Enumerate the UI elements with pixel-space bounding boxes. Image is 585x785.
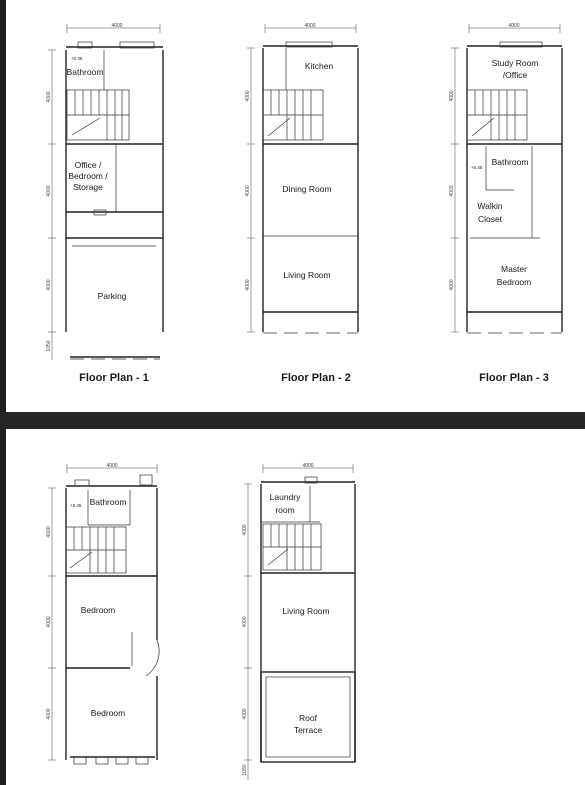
- svg-text:4000: 4000: [242, 524, 248, 536]
- room-label-bathroom: Bathroom: [89, 497, 127, 507]
- page-divider-band: [0, 412, 585, 429]
- svg-text:+0.35: +0.35: [71, 56, 83, 61]
- room-label-bedroom: Bedroom: [496, 277, 532, 287]
- svg-text:4000: 4000: [46, 91, 52, 103]
- svg-text:4000: 4000: [449, 185, 455, 197]
- room-label-study-room: Study Room: [491, 58, 539, 68]
- svg-text:4000: 4000: [46, 279, 52, 291]
- room-label-closet: Closet: [477, 214, 503, 224]
- left-edge-band: [0, 0, 6, 412]
- caption-floor-plan-3: Floor Plan - 3: [479, 372, 549, 384]
- svg-text:4000: 4000: [46, 185, 52, 197]
- caption-floor-plan-1: Floor Plan - 1: [79, 372, 149, 384]
- svg-text:4000: 4000: [242, 616, 248, 628]
- room-label-bedroom-lower: Bedroom: [90, 708, 126, 718]
- svg-text:4000: 4000: [508, 23, 520, 29]
- svg-text:4000: 4000: [106, 463, 118, 469]
- svg-text:+6.45: +6.45: [471, 165, 483, 170]
- caption-floor-plan-2: Floor Plan - 2: [281, 372, 351, 384]
- room-label-bathroom: Bathroom: [66, 67, 104, 77]
- svg-text:4000: 4000: [242, 708, 248, 720]
- room-label-dining-room: Dining Room: [282, 184, 332, 194]
- left-edge-band-lower: [0, 429, 6, 785]
- svg-text:1050: 1050: [46, 340, 52, 352]
- room-label-living-room: Living Room: [283, 270, 331, 280]
- svg-text:4000: 4000: [449, 90, 455, 102]
- svg-text:4000: 4000: [302, 463, 314, 469]
- svg-text:4000: 4000: [46, 708, 52, 720]
- room-label-living-room: Living Room: [282, 606, 330, 616]
- room-label-roof: Roof: [299, 713, 317, 723]
- room-label-bathroom: Bathroom: [491, 157, 529, 167]
- room-label-walkin: Walkin: [477, 201, 503, 211]
- svg-text:4000: 4000: [449, 279, 455, 291]
- svg-text:4000: 4000: [245, 279, 251, 291]
- svg-text:4000: 4000: [245, 185, 251, 197]
- room-label-kitchen: Kitchen: [304, 61, 334, 71]
- room-label-laundry: Laundry: [269, 492, 301, 502]
- svg-text:4000: 4000: [245, 90, 251, 102]
- svg-text:4000: 4000: [304, 23, 316, 29]
- svg-text:4000: 4000: [111, 23, 123, 29]
- room-label-office: /Office: [502, 70, 528, 80]
- svg-text:4000: 4000: [46, 526, 52, 538]
- svg-text:1050: 1050: [242, 764, 248, 776]
- room-label-storage: Storage: [73, 182, 103, 192]
- room-label-office: Office /: [74, 160, 102, 170]
- room-label-terrace: Terrace: [293, 725, 323, 735]
- room-label-bedroom: Bedroom /: [68, 171, 108, 181]
- svg-text:+9.45: +9.45: [70, 503, 82, 508]
- room-label-parking: Parking: [97, 291, 127, 301]
- svg-text:4000: 4000: [46, 616, 52, 628]
- room-label-bedroom-upper: Bedroom: [80, 605, 116, 615]
- room-label-master: Master: [501, 264, 527, 274]
- room-label-room: room: [275, 505, 295, 515]
